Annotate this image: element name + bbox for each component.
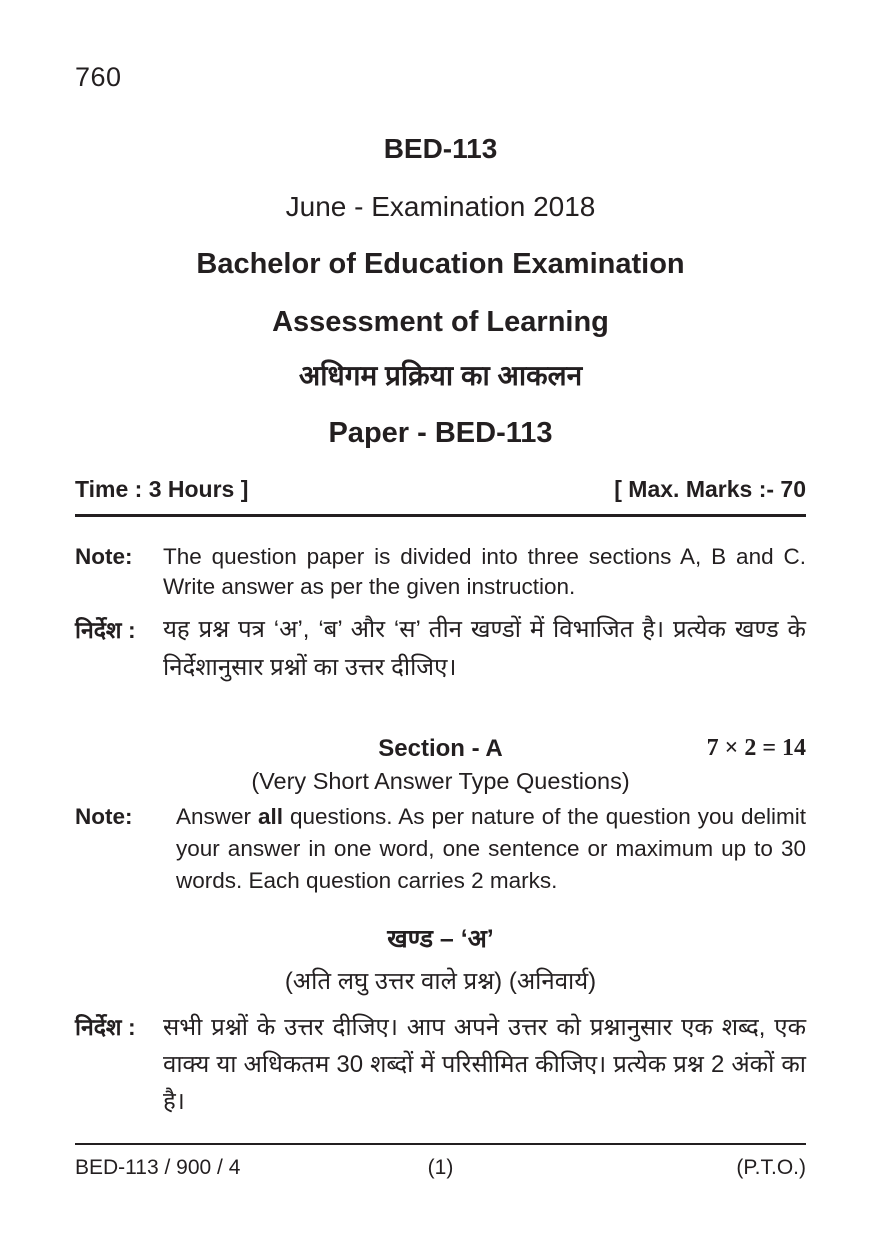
time-marks-row xyxy=(75,476,806,503)
section-a-nirdesh-hindi xyxy=(75,1009,806,1120)
section-a-subtitle: (Very Short Answer Type Questions) xyxy=(251,768,630,794)
nirdesh-label: निर्देश : xyxy=(75,617,136,643)
paper-number-heading: Paper - BED-113 xyxy=(328,417,553,449)
general-note-hindi xyxy=(75,611,806,687)
footer-pto-label: (P.T.O.) xyxy=(736,1156,806,1179)
footer-paper-code: BED-113 / 900 / 4 xyxy=(75,1156,241,1179)
page-footer xyxy=(75,1143,806,1180)
section-a-nirdesh-text: सभी प्रश्नों के उत्तर दीजिए। आप अपने उत्तर को प्रश्नानुसार एक शब्द, एक वाक्य या अधिकतम 30 शब्दों में परिसीमित कीजिए। प्रत्येक प्रश्न 2 अंकों का है। xyxy=(163,1014,806,1115)
section-a-note-text-post: questions. As per nature of the question you delimit your answer in one word, one sentence or maximum up to 30 words. Each question carries 2 marks. xyxy=(176,804,806,893)
section-a-nirdesh-label: निर्देश : xyxy=(75,1014,136,1040)
section-a-marks-formula: 7 × 2 = 14 xyxy=(706,735,806,761)
footer-divider-rule xyxy=(75,1143,806,1145)
section-a-note-english xyxy=(75,801,806,897)
paper-serial-number: 760 xyxy=(75,62,122,92)
section-a-note-text-bold: all xyxy=(258,804,284,829)
subject-english-heading: Assessment of Learning xyxy=(272,306,609,338)
paper-code-heading: BED-113 xyxy=(383,133,498,164)
max-marks-label: [ Max. Marks :- 70 xyxy=(614,476,806,502)
section-a-note-text xyxy=(163,801,806,897)
time-allowed-label: Time : 3 Hours ] xyxy=(75,476,249,502)
general-note-english xyxy=(75,542,806,602)
section-a-note-label: Note: xyxy=(75,804,133,829)
subject-hindi-heading: अधिगम प्रक्रिया का आकलन xyxy=(298,360,583,391)
section-a-note-text-pre: Answer xyxy=(176,804,258,829)
footer-page-number: (1) xyxy=(427,1156,454,1179)
note-text-hindi: यह प्रश्न पत्र ‘अ’, ‘ब’ और ‘स’ तीन खण्डों में विभाजित है। प्रत्येक खण्ड के निर्देशानुसार प्रश्नों का उत्तर दीजिए। xyxy=(163,616,806,681)
header-divider-rule xyxy=(75,514,806,517)
section-a-header xyxy=(75,735,806,765)
footer-row xyxy=(75,1156,806,1180)
exam-name-heading: Bachelor of Education Examination xyxy=(196,248,685,280)
note-label: Note: xyxy=(75,544,133,569)
khand-a-title: खण्ड – ‘अ’ xyxy=(387,925,494,953)
exam-session-heading: June - Examination 2018 xyxy=(285,191,596,222)
note-text-english: The question paper is divided into three sections A, B and C. Write answer as per the given instruction. xyxy=(163,544,806,599)
section-a-title: Section - A xyxy=(378,735,503,762)
khand-a-subtitle: (अति लघु उत्तर वाले प्रश्न) (अनिवार्य) xyxy=(284,968,597,995)
